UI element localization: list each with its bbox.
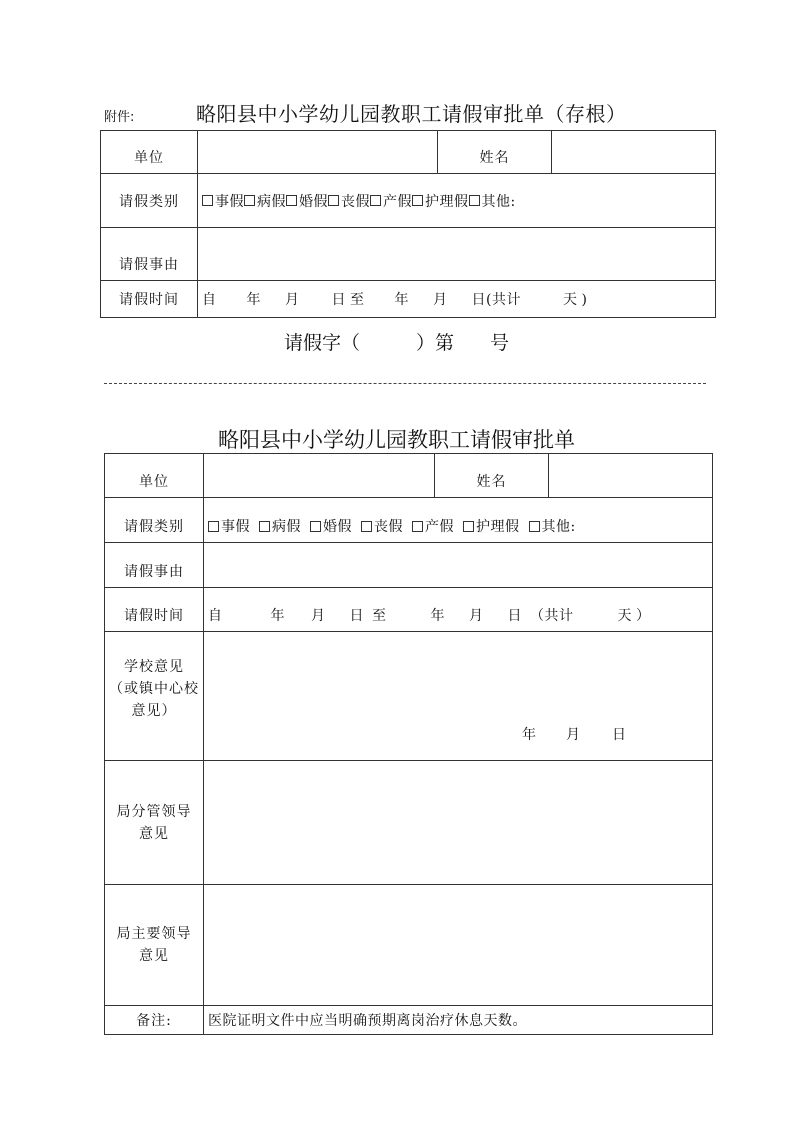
form-row-remark (105, 1006, 713, 1035)
form-reason-label: 请假事由 (105, 543, 204, 588)
stub-time-label: 请假时间 (101, 281, 198, 318)
stub-row-unit (101, 131, 716, 174)
form-bureau-chief-field[interactable] (204, 885, 713, 1006)
checkbox-icon[interactable] (361, 521, 372, 532)
form-row-time (105, 588, 713, 632)
stub-unit-label: 单位 (101, 131, 198, 174)
stub-type-option[interactable]: 其他: (469, 194, 516, 210)
stub-table (100, 130, 716, 318)
form-type-option[interactable]: 病假 (259, 519, 301, 535)
stub-type-option[interactable]: 事假 (202, 194, 244, 210)
checkbox-icon[interactable] (310, 521, 321, 532)
form-bureau-deputy-field[interactable] (204, 761, 713, 885)
form-bureau-chief-label: 局主要领导 意见 (105, 885, 204, 1006)
checkbox-icon[interactable] (412, 521, 423, 532)
form-type-option[interactable]: 其他: (529, 519, 576, 535)
stub-unit-field[interactable] (198, 131, 438, 174)
stub-title: 略阳县中小学幼儿园教职工请假审批单（存根） (196, 102, 627, 126)
stub-type-option[interactable]: 婚假 (286, 194, 328, 210)
checkbox-icon[interactable] (370, 195, 381, 206)
form-name-label: 姓名 (435, 454, 549, 498)
form-unit-field[interactable] (204, 454, 435, 498)
form-bureau-deputy-label: 局分管领导 意见 (105, 761, 204, 885)
serial-number-line (0, 328, 793, 355)
checkbox-icon[interactable] (286, 195, 297, 206)
form-row-unit (105, 454, 713, 498)
stub-reason-field[interactable] (198, 228, 716, 281)
serial-middle: ）第 (415, 332, 454, 354)
form-row-school-opinion (105, 632, 713, 761)
stub-row-time (101, 281, 716, 318)
checkbox-icon[interactable] (328, 195, 339, 206)
checkbox-icon[interactable] (244, 195, 255, 206)
form-school-opinion-label: 学校意见 （或镇中心校 意见） (105, 632, 204, 761)
tear-line-divider (104, 383, 706, 384)
stub-type-option[interactable]: 护理假 (412, 194, 469, 210)
form-remark-label: 备注: (105, 1006, 204, 1035)
checkbox-icon[interactable] (259, 521, 270, 532)
checkbox-icon[interactable] (469, 195, 480, 206)
checkbox-icon[interactable] (529, 521, 540, 532)
form-type-options (204, 498, 713, 543)
form-row-bureau-deputy (105, 761, 713, 885)
form-type-label: 请假类别 (105, 498, 204, 543)
stub-name-field[interactable] (552, 131, 716, 174)
form-type-option[interactable]: 事假 (208, 519, 250, 535)
form-row-reason (105, 543, 713, 588)
stub-type-options (198, 174, 716, 228)
stub-time-field[interactable]: 自 年 月 日 至 年 月 日(共计 天 ) (198, 281, 716, 318)
form-type-option[interactable]: 丧假 (361, 519, 403, 535)
form-type-option[interactable]: 护理假 (463, 519, 520, 535)
form-row-bureau-chief (105, 885, 713, 1006)
serial-prefix: 请假字（ (283, 332, 360, 354)
stub-type-label: 请假类别 (101, 174, 198, 228)
stub-type-option[interactable]: 病假 (244, 194, 286, 210)
checkbox-icon[interactable] (208, 521, 219, 532)
stub-name-label: 姓名 (438, 131, 552, 174)
form-unit-label: 单位 (105, 454, 204, 498)
attachment-label: 附件: (104, 110, 135, 125)
form-row-type (105, 498, 713, 543)
form-type-option[interactable]: 婚假 (310, 519, 352, 535)
checkbox-icon[interactable] (412, 195, 423, 206)
stub-row-reason (101, 228, 716, 281)
stub-type-option[interactable]: 产假 (370, 194, 412, 210)
serial-suffix: 号 (490, 332, 510, 354)
form-title: 略阳县中小学幼儿园教职工请假审批单 (218, 428, 575, 452)
school-opinion-date: 年 月 日 (522, 727, 626, 743)
checkbox-icon[interactable] (463, 521, 474, 532)
stub-reason-label: 请假事由 (101, 228, 198, 281)
form-time-label: 请假时间 (105, 588, 204, 632)
form-type-option[interactable]: 产假 (412, 519, 454, 535)
stub-row-type (101, 174, 716, 228)
form-remark-value: 医院证明文件中应当明确预期离岗治疗休息天数。 (204, 1006, 713, 1035)
form-reason-field[interactable] (204, 543, 713, 588)
stub-type-option[interactable]: 丧假 (328, 194, 370, 210)
form-name-field[interactable] (549, 454, 713, 498)
checkbox-icon[interactable] (202, 195, 213, 206)
form-time-field[interactable]: 自 年 月 日 至 年 月 日 （共计 天 ） (204, 588, 713, 632)
form-table (104, 453, 713, 1035)
form-school-opinion-field[interactable] (204, 632, 713, 761)
